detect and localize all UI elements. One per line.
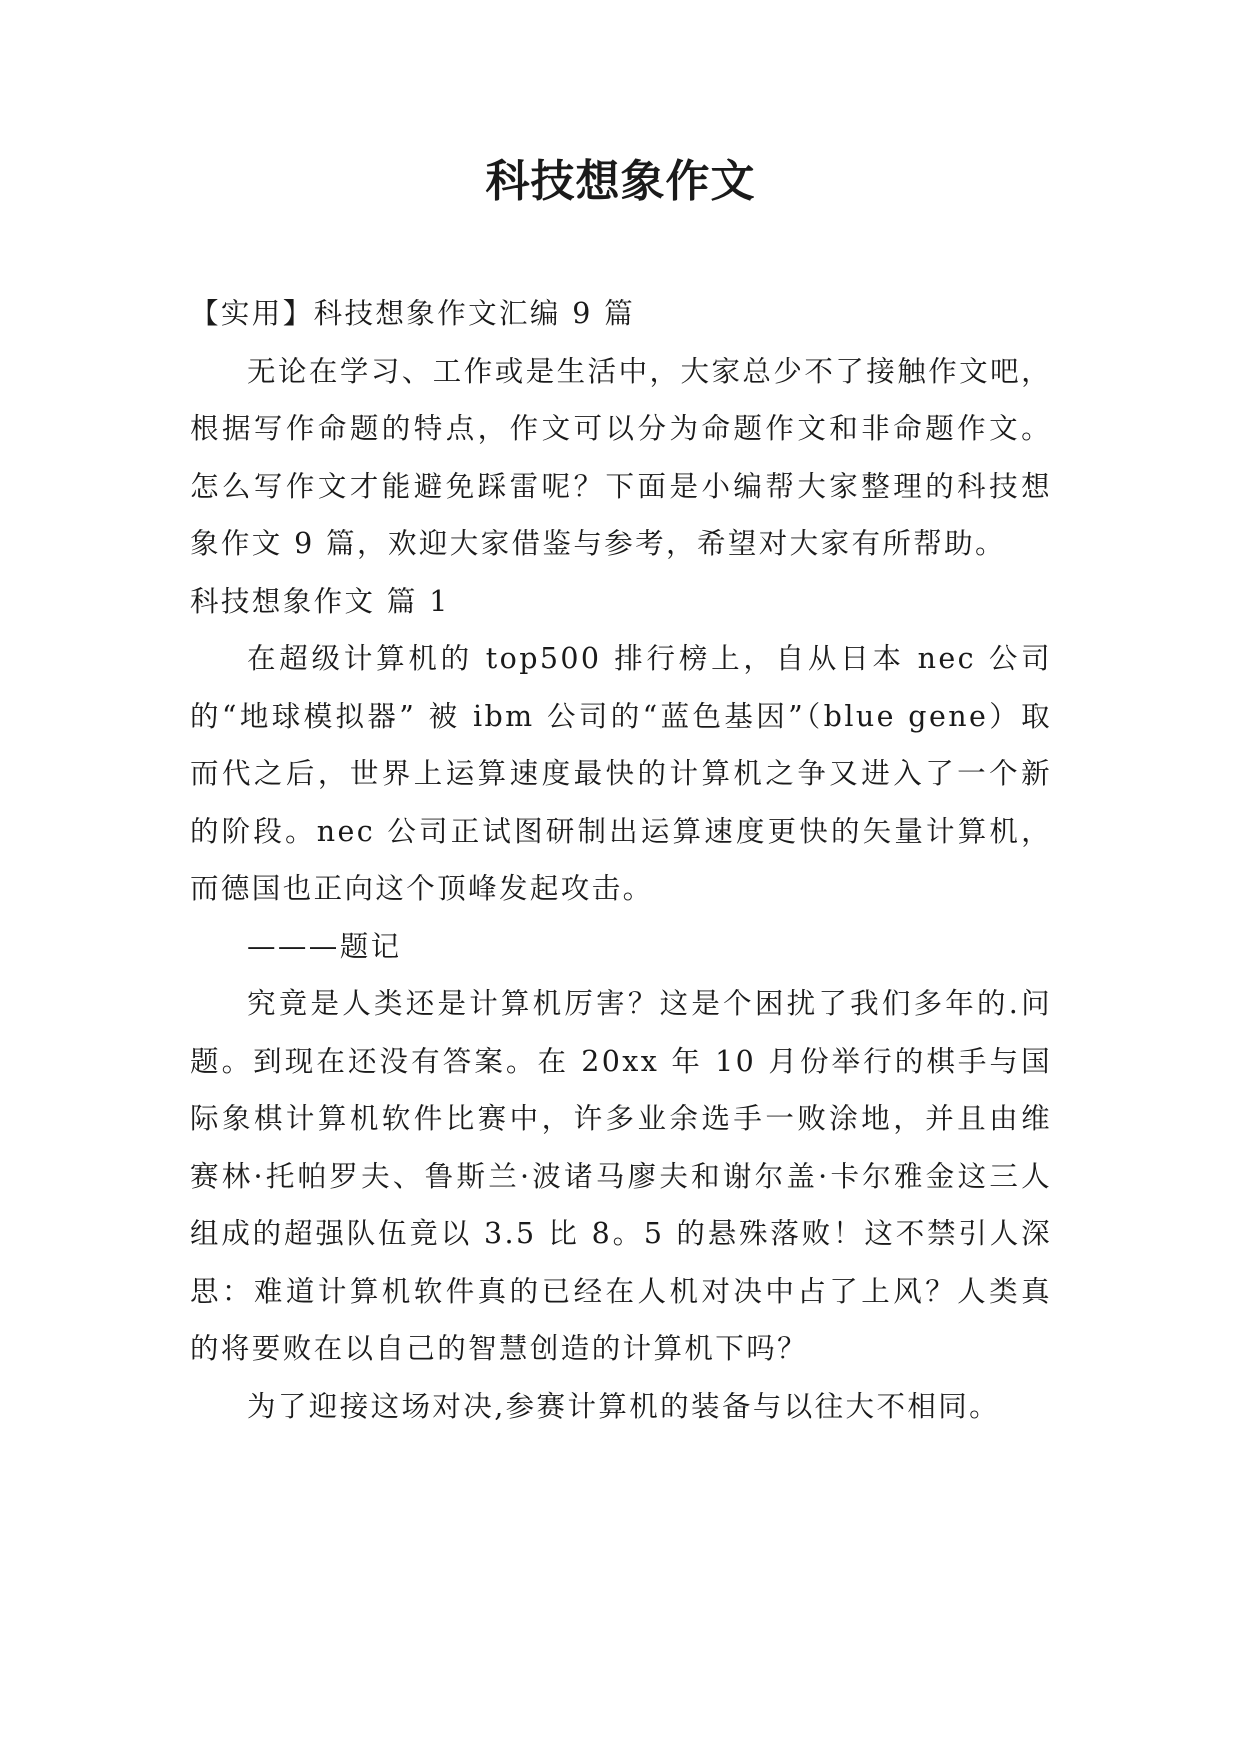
document-body	[190, 285, 1052, 1435]
body-paragraph-1: 在超级计算机的 top500 排行榜上，自从日本 nec 公司的“地球模拟器” 被 ibm 公司的“蓝色基因”（blue gene）取而代之后，世界上运算速度最快的计算机之争又进入了一个新的阶段。nec 公司正试图研制出运算速度更快的矢量计算机，而德国也正向这个顶峰发起攻击。	[190, 642, 1052, 905]
body-paragraph-2: 究竟是人类还是计算机厉害？这是个困扰了我们多年的.问题。到现在还没有答案。在 20xx 年 10 月份举行的棋手与国际象棋计算机软件比赛中，许多业余选手一败涂地，并且由维赛林·托帕罗夫、鲁斯兰·波诸马廖夫和谢尔盖·卡尔雅金这三人组成的超强队伍竟以 3.5 比 8。5 的悬殊落败！这不禁引人深思：难道计算机软件真的已经在人机对决中占了上风？人类真的将要败在以自己的智慧创造的计算机下吗？	[190, 987, 1052, 1365]
body-paragraph-3: 为了迎接这场对决,参赛计算机的装备与以往大不相同。	[247, 1389, 1001, 1423]
intro-paragraph: 无论在学习、工作或是生活中，大家总少不了接触作文吧，根据写作命题的特点，作文可以分为命题作文和非命题作文。怎么写作文才能避免踩雷呢？下面是小编帮大家整理的科技想象作文 9 篇，欢迎大家借鉴与参考，希望对大家有所帮助。	[190, 354, 1052, 560]
document-subtitle: 【实用】科技想象作文汇编 9 篇	[190, 297, 636, 330]
document-title: 科技想象作文	[485, 156, 756, 207]
section-heading: 科技想象作文 篇 1	[190, 584, 450, 618]
epigraph-attribution: ———题记	[247, 929, 402, 963]
